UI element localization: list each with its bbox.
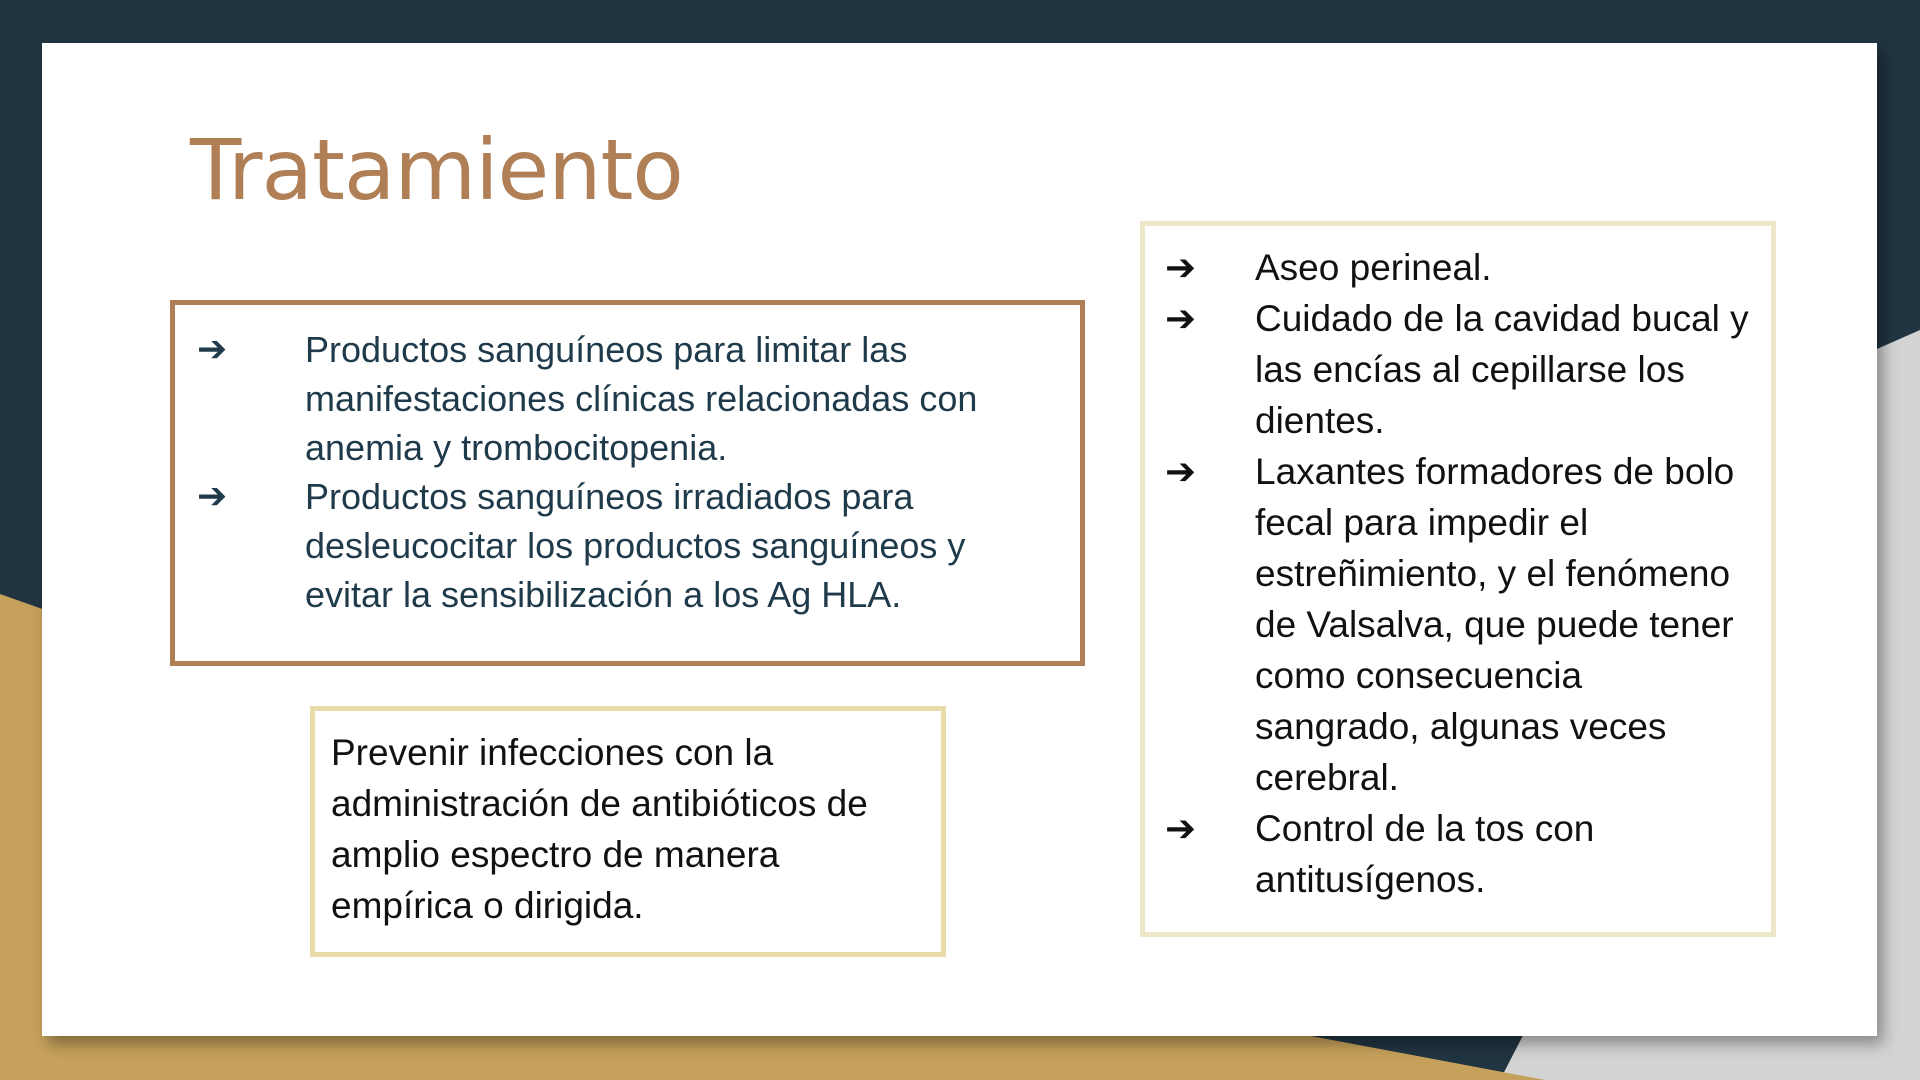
list-item — [1165, 242, 1755, 293]
list-item-text: Productos sanguíneos para limitar las manifestaciones clínicas relacionadas con anemia y trombocitopenia. — [305, 329, 978, 468]
infection-prevention-box — [310, 706, 946, 957]
list-item — [1165, 293, 1755, 446]
right-arrow-icon: ➔ — [197, 329, 228, 370]
care-measures-box — [1140, 221, 1776, 937]
list-item — [1165, 446, 1755, 803]
list-item — [1165, 803, 1755, 905]
right-arrow-icon: ➔ — [1165, 246, 1197, 289]
right-arrow-icon: ➔ — [1165, 297, 1197, 340]
list-item-text: Productos sanguíneos irradiados para desleucocitar los productos sanguíneos y evitar la sensibilización a los Ag HLA. — [305, 476, 966, 615]
list-item-text: Aseo perineal. — [1255, 247, 1492, 288]
list-item-text: Cuidado de la cavidad bucal y las encías al cepillarse los dientes. — [1255, 298, 1749, 441]
infection-prevention-text: Prevenir infecciones con la administración de antibióticos de amplio espectro de manera empírica o dirigida. — [331, 732, 868, 926]
right-arrow-icon: ➔ — [197, 476, 228, 517]
slide — [42, 43, 1877, 1036]
list-item — [195, 325, 1060, 472]
right-arrow-icon: ➔ — [1165, 450, 1197, 493]
list-item-text: Laxantes formadores de bolo fecal para impedir el estreñimiento, y el fenómeno de Valsalva, que puede tener como consecuencia sangrado, algunas veces cerebral. — [1255, 451, 1735, 798]
slide-title: Tratamiento — [190, 121, 683, 219]
blood-products-box — [170, 300, 1085, 666]
right-arrow-icon: ➔ — [1165, 807, 1197, 850]
list-item — [195, 472, 1060, 619]
list-item-text: Control de la tos con antitusígenos. — [1255, 808, 1595, 900]
